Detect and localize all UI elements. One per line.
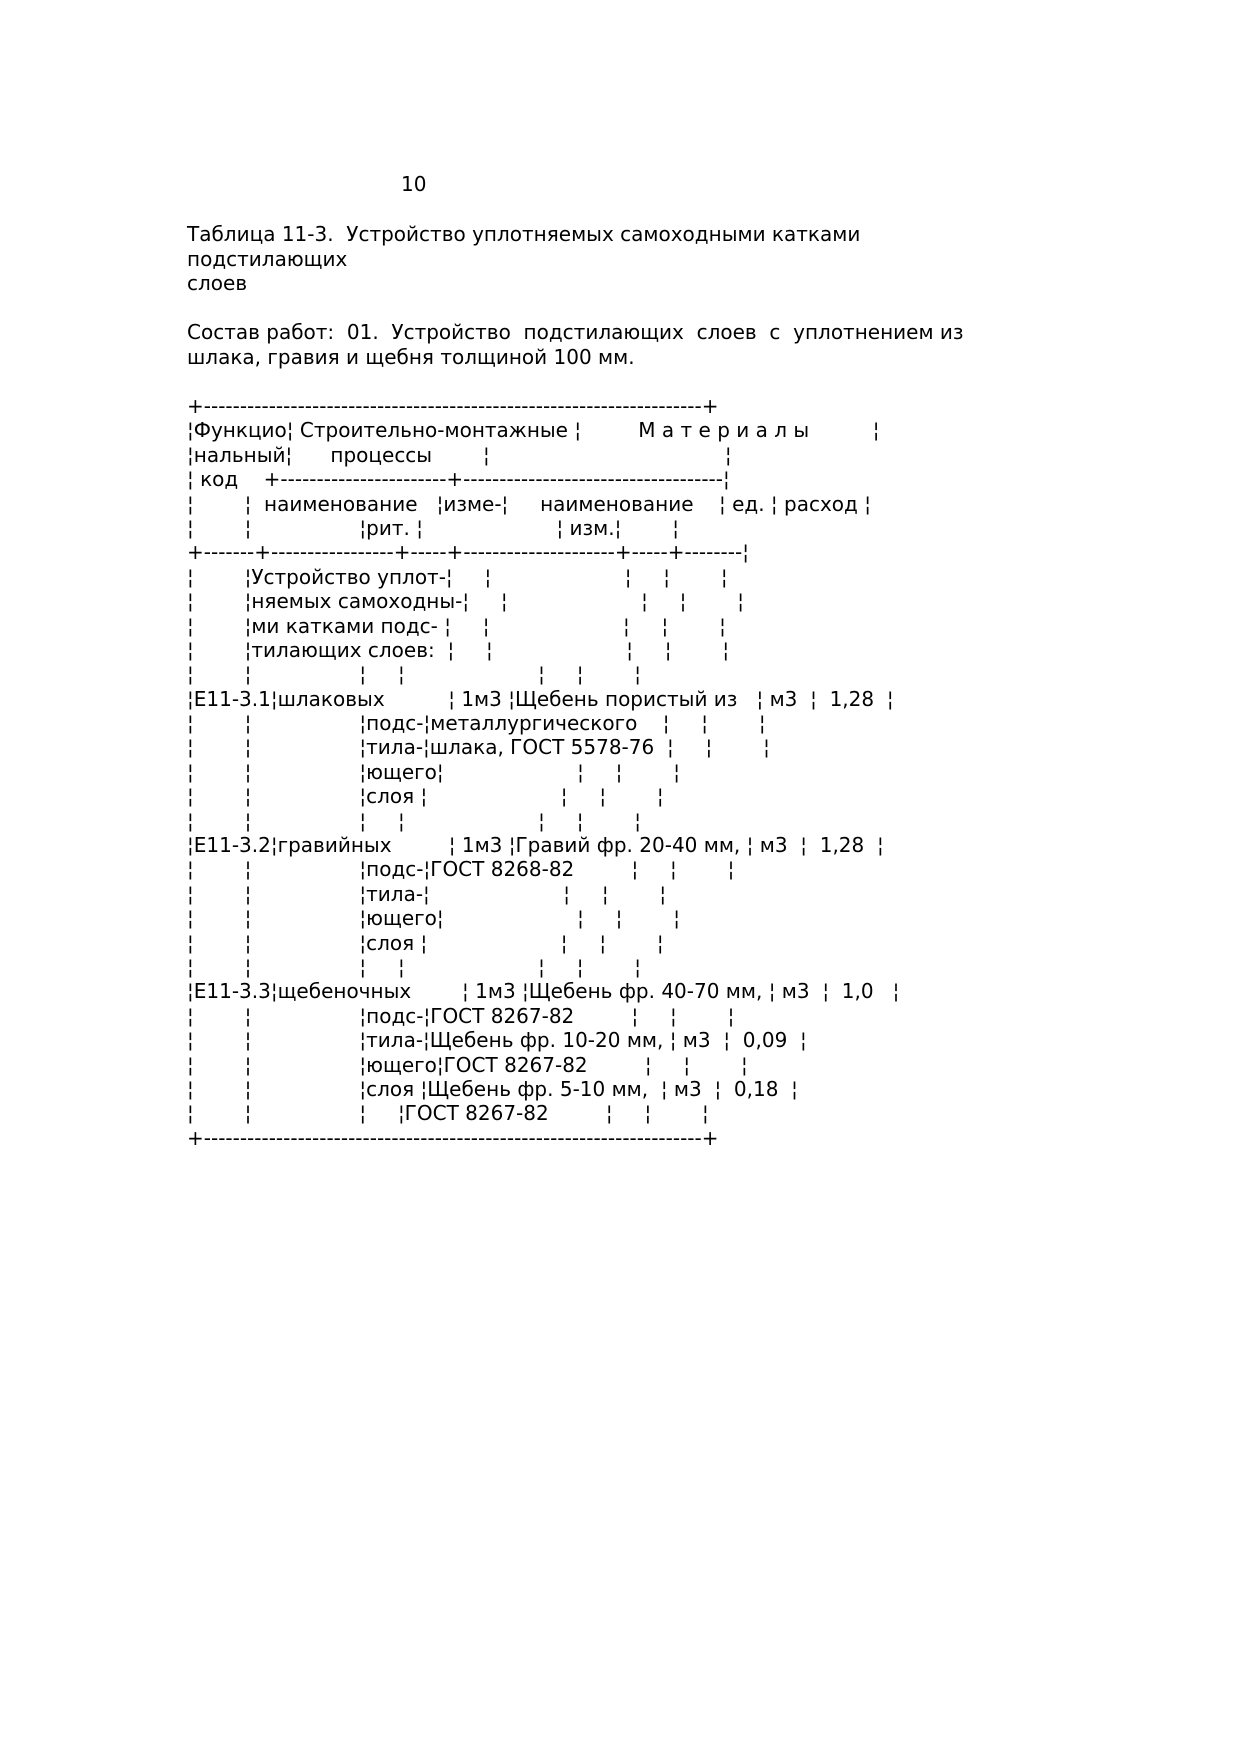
table-row: ¦ ¦ ¦тила-¦шлака, ГОСТ 5578-76 ¦ ¦ ¦ [187,735,770,760]
work-composition [187,320,1087,369]
table-row: ¦ ¦ ¦ ¦ ¦ ¦ ¦ [187,662,642,687]
table-row: ¦ ¦ ¦ ¦ГОСТ 8267-82 ¦ ¦ ¦ [187,1101,709,1126]
table-row: ¦ ¦ ¦слоя ¦ ¦ ¦ ¦ [187,784,664,809]
table-row: ¦ ¦ ¦подс-¦ГОСТ 8268-82 ¦ ¦ ¦ [187,857,735,882]
table-row: ¦ ¦ ¦ ¦ ¦ ¦ ¦ [187,808,642,833]
table-header-row: ¦ ¦ наименование ¦изме-¦ наименование ¦ ед. ¦ расход ¦ [187,491,871,516]
table-row: ¦ ¦ ¦ющего¦ГОСТ 8267-82 ¦ ¦ ¦ [187,1052,748,1077]
table-header-row: ¦нальный¦ процессы ¦ ¦ [187,442,732,467]
page-number: 10 [401,172,427,196]
work-composition-line: Состав работ: 01. Устройство подстилающих слоев с уплотнением из [187,320,964,344]
table-row-e11-3-3: ¦E11-3.3¦щебеночных ¦ 1м3 ¦Щебень фр. 40-70 мм, ¦ м3 ¦ 1,0 ¦ [187,979,900,1004]
table-row: ¦ ¦ ¦ ¦ ¦ ¦ ¦ [187,954,642,979]
table-title-line: слоев [187,271,248,295]
table-row: ¦ ¦ ¦ющего¦ ¦ ¦ ¦ [187,759,680,784]
table-row: ¦ ¦ ¦слоя ¦ ¦ ¦ ¦ [187,930,664,955]
table-border-bottom: +---------------------------------------------------------------------+ [187,1125,719,1150]
table-header-row: ¦Функцио¦ Строительно-монтажные ¦ М а т е р и а л ы ¦ [187,418,880,443]
work-composition-line: шлака, гравия и щебня толщиной 100 мм. [187,344,635,369]
table-border-top: +---------------------------------------------------------------------+ [187,394,719,418]
table-row: ¦ ¦ ¦подс-¦металлургического ¦ ¦ ¦ [187,711,766,736]
materials-table [187,394,1187,1150]
table-row: ¦ ¦тилающих слоев: ¦ ¦ ¦ ¦ ¦ [187,637,730,662]
table-row-e11-3-2: ¦E11-3.2¦гравийных ¦ 1м3 ¦Гравий фр. 20-40 мм, ¦ м3 ¦ 1,28 ¦ [187,833,884,858]
table-row: ¦ ¦ ¦подс-¦ГОСТ 8267-82 ¦ ¦ ¦ [187,1003,735,1028]
table-row-e11-3-1: ¦E11-3.1¦шлаковых ¦ 1м3 ¦Щебень пористый из ¦ м3 ¦ 1,28 ¦ [187,686,894,711]
table-row: ¦ ¦ ¦тила-¦Щебень фр. 10-20 мм, ¦ м3 ¦ 0,09 ¦ [187,1028,807,1053]
table-row: ¦ ¦ми катками подс- ¦ ¦ ¦ ¦ ¦ [187,613,726,638]
table-header-row: ¦ ¦ ¦рит. ¦ ¦ изм.¦ ¦ [187,515,679,540]
table-row: ¦ ¦ ¦ющего¦ ¦ ¦ ¦ [187,906,680,931]
table-title-line: подстилающих [187,246,348,271]
table-separator: +-------+-----------------+-----+---------------------+-----+--------¦ [187,540,749,565]
table-row: ¦ ¦ ¦тила-¦ ¦ ¦ ¦ [187,881,667,906]
table-header-row: ¦ код +-----------------------+------------------------------------¦ [187,467,730,492]
table-row: ¦ ¦Устройство уплот-¦ ¦ ¦ ¦ ¦ [187,564,728,589]
table-title-line: Таблица 11-3. Устройство уплотняемых самоходными катками [187,222,861,246]
table-row: ¦ ¦ ¦слоя ¦Щебень фр. 5-10 мм, ¦ м3 ¦ 0,18 ¦ [187,1076,798,1101]
table-row: ¦ ¦няемых самоходны-¦ ¦ ¦ ¦ ¦ [187,589,745,614]
table-title [187,222,1087,296]
